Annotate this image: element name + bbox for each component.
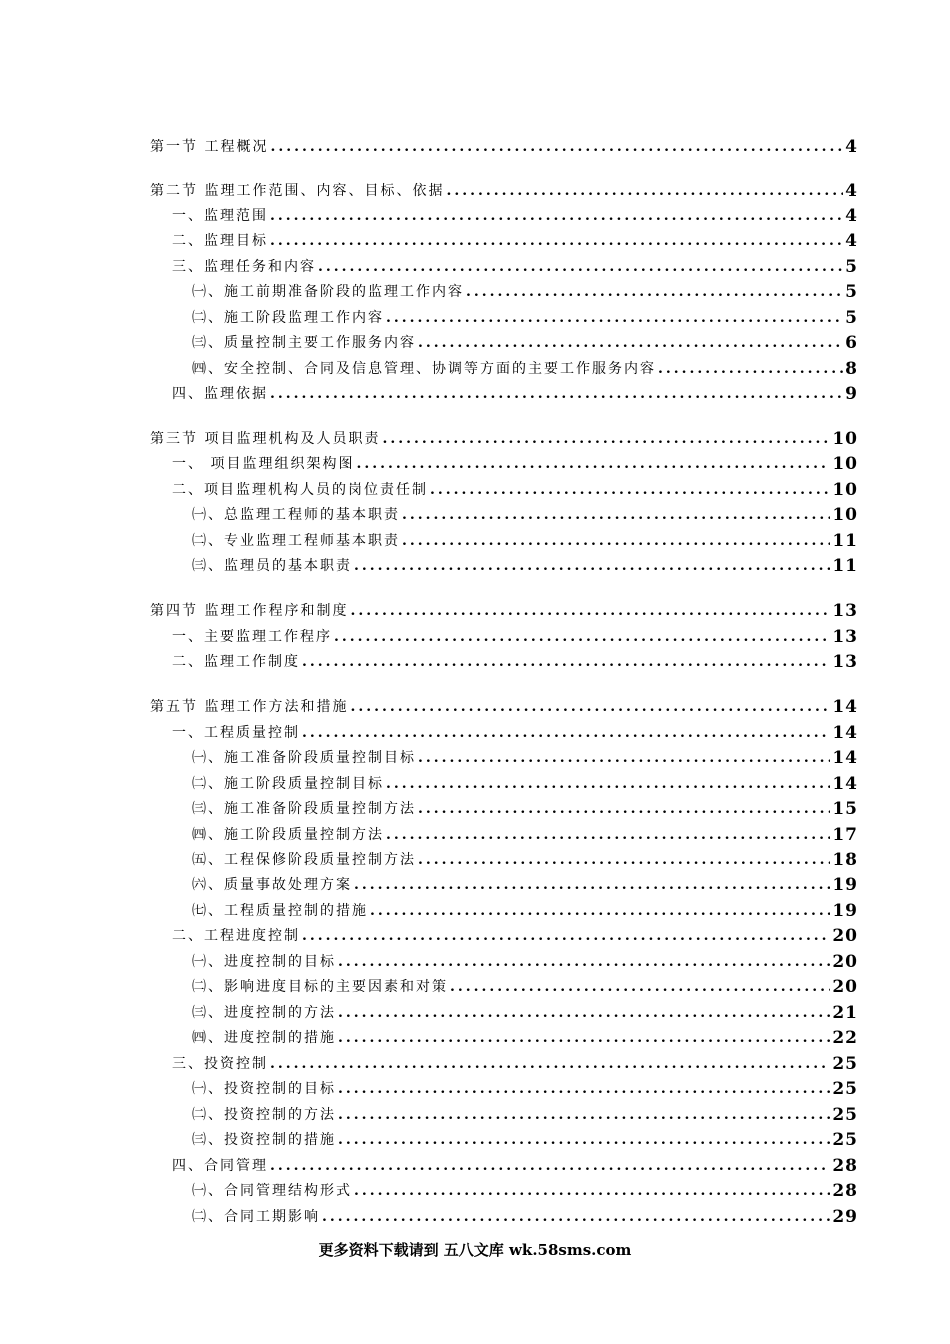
toc-leader	[354, 557, 830, 575]
toc-leader	[338, 953, 830, 971]
toc-entry[interactable]	[172, 449, 858, 473]
toc-title: ㈡、专业监理工程师基本职责	[192, 533, 400, 549]
toc-title: ㈡、影响进度目标的主要因素和对策	[192, 979, 448, 995]
toc-title: ㈠、施工准备阶段质量控制目标	[192, 750, 416, 766]
toc-title: 一、工程质量控制	[172, 725, 300, 741]
toc-page: 10	[832, 429, 858, 449]
toc-entry[interactable]	[172, 252, 858, 276]
toc-page: 10	[832, 480, 858, 500]
toc-title: 四、监理依据	[172, 386, 268, 402]
toc-page: 5	[845, 308, 858, 328]
toc-page: 14	[832, 697, 858, 717]
toc-leader	[338, 1080, 830, 1098]
toc-page: 10	[832, 505, 858, 525]
toc-title: ㈡、合同工期影响	[192, 1209, 320, 1225]
toc-title: 第四节 监理工作程序和制度	[150, 603, 349, 619]
toc-title: ㈤、工程保修阶段质量控制方法	[192, 852, 416, 868]
toc-page: 11	[832, 531, 858, 551]
toc-title: 二、工程进度控制	[172, 928, 300, 944]
toc-page: 25	[832, 1079, 858, 1099]
toc-page: 18	[832, 850, 858, 870]
toc-title: 第三节 项目监理机构及人员职责	[150, 431, 381, 447]
toc-entry[interactable]	[150, 692, 858, 716]
toc-leader	[418, 851, 830, 869]
toc-leader	[418, 800, 830, 818]
toc-entry[interactable]	[172, 622, 858, 646]
toc-page: 21	[832, 1003, 858, 1023]
toc-entry[interactable]	[192, 947, 858, 971]
toc-page: 20	[832, 926, 858, 946]
toc-title: ㈠、投资控制的目标	[192, 1081, 336, 1097]
toc-leader	[354, 1182, 830, 1200]
toc-leader	[450, 978, 830, 996]
toc-page: 25	[832, 1130, 858, 1150]
toc-title: 第五节 监理工作方法和措施	[150, 699, 349, 715]
toc-page: 13	[832, 627, 858, 647]
toc-title: ㈥、质量事故处理方案	[192, 877, 352, 893]
toc-leader	[354, 876, 830, 894]
toc-leader	[418, 749, 830, 767]
toc-title: ㈠、总监理工程师的基本职责	[192, 507, 400, 523]
toc-title: ㈢、投资控制的措施	[192, 1132, 336, 1148]
toc-page: 8	[845, 359, 858, 379]
toc-page: 5	[845, 257, 858, 277]
toc-page: 19	[832, 875, 858, 895]
footer-text: 更多资料下载请到 五八文库 wk.58sms.com	[318, 1241, 632, 1259]
toc-leader	[338, 1004, 830, 1022]
toc-title: 二、监理目标	[172, 233, 268, 249]
toc-entry[interactable]	[192, 303, 858, 327]
toc-title: ㈠、施工前期准备阶段的监理工作内容	[192, 284, 464, 300]
toc-page: 13	[832, 601, 858, 621]
toc-entry[interactable]	[150, 176, 858, 200]
toc-page: 4	[845, 181, 858, 201]
toc-title: 一、主要监理工作程序	[172, 629, 332, 645]
toc-entry[interactable]	[192, 769, 858, 793]
toc-leader	[270, 138, 843, 156]
toc-page: 17	[832, 825, 858, 845]
toc-page: 9	[845, 384, 858, 404]
toc-entry[interactable]	[192, 354, 858, 378]
toc-page: 4	[845, 137, 858, 157]
toc-entry[interactable]	[192, 1176, 858, 1200]
toc-leader	[386, 826, 830, 844]
toc-leader	[270, 232, 843, 250]
toc-entry[interactable]	[172, 475, 858, 499]
toc-leader	[446, 182, 843, 200]
toc-title: 第一节 工程概况	[150, 139, 269, 155]
toc-page: 20	[832, 952, 858, 972]
toc-entry[interactable]	[192, 820, 858, 844]
toc-entry[interactable]	[192, 500, 858, 524]
toc-page: 25	[832, 1054, 858, 1074]
toc-page: 5	[845, 282, 858, 302]
toc-title: ㈢、施工准备阶段质量控制方法	[192, 801, 416, 817]
toc-title: 二、项目监理机构人员的岗位责任制	[172, 482, 428, 498]
toc-title: ㈠、合同管理结构形式	[192, 1183, 352, 1199]
toc-page: 13	[832, 652, 858, 672]
toc-title: 一、 项目监理组织架构图	[172, 456, 355, 472]
toc-title: 三、投资控制	[172, 1056, 268, 1072]
toc-leader	[318, 258, 843, 276]
toc-entry[interactable]	[172, 1049, 858, 1073]
toc-entry[interactable]	[192, 1202, 858, 1226]
toc-page: 29	[832, 1207, 858, 1227]
toc-title: 四、合同管理	[172, 1158, 268, 1174]
toc-page: 28	[832, 1181, 858, 1201]
toc-leader	[386, 309, 843, 327]
toc-entry[interactable]	[150, 596, 858, 620]
toc-title: ㈦、工程质量控制的措施	[192, 903, 368, 919]
toc-leader	[658, 360, 843, 378]
toc-title: ㈢、进度控制的方法	[192, 1005, 336, 1021]
toc-leader	[430, 481, 830, 499]
toc-entry[interactable]	[192, 1023, 858, 1047]
toc-entry[interactable]	[192, 1125, 858, 1149]
toc-leader	[402, 506, 830, 524]
toc-leader	[370, 902, 830, 920]
toc-leader	[356, 455, 830, 473]
toc-entry[interactable]	[192, 1074, 858, 1098]
toc-title: ㈣、进度控制的措施	[192, 1030, 336, 1046]
toc-entry[interactable]	[192, 998, 858, 1022]
toc-entry[interactable]	[172, 1151, 858, 1175]
toc-entry[interactable]	[192, 277, 858, 301]
toc-page: 20	[832, 977, 858, 997]
toc-leader	[466, 283, 843, 301]
toc-leader	[302, 653, 830, 671]
toc-title: 第二节 监理工作范围、内容、目标、依据	[150, 183, 445, 199]
toc-page: 14	[832, 774, 858, 794]
toc-entry[interactable]	[192, 794, 858, 818]
toc-page: 19	[832, 901, 858, 921]
toc-page: 14	[832, 748, 858, 768]
toc-leader	[270, 1055, 830, 1073]
toc-title: ㈠、进度控制的目标	[192, 954, 336, 970]
toc-leader	[382, 430, 830, 448]
toc-title: ㈣、施工阶段质量控制方法	[192, 827, 384, 843]
toc-entry[interactable]	[192, 1100, 858, 1124]
toc-leader	[402, 532, 830, 550]
toc-leader	[334, 628, 830, 646]
toc-page: 25	[832, 1105, 858, 1125]
toc-leader	[350, 602, 830, 620]
toc-leader	[270, 385, 843, 403]
toc-leader	[386, 775, 830, 793]
toc-entry[interactable]	[192, 526, 858, 550]
toc-entry[interactable]	[192, 896, 858, 920]
toc-page: 10	[832, 454, 858, 474]
toc-leader	[322, 1208, 830, 1226]
toc-title: ㈣、安全控制、合同及信息管理、协调等方面的主要工作服务内容	[192, 361, 656, 377]
toc-title: ㈢、监理员的基本职责	[192, 558, 352, 574]
toc-page: 15	[832, 799, 858, 819]
toc-page: 14	[832, 723, 858, 743]
toc-page: 28	[832, 1156, 858, 1176]
toc-title: ㈡、施工阶段质量控制目标	[192, 776, 384, 792]
toc-leader	[270, 1157, 830, 1175]
toc-title: ㈡、施工阶段监理工作内容	[192, 310, 384, 326]
toc-title: 三、监理任务和内容	[172, 259, 316, 275]
toc-leader	[418, 334, 843, 352]
toc-entry[interactable]	[192, 972, 858, 996]
toc-leader	[302, 927, 830, 945]
toc-entry[interactable]	[192, 870, 858, 894]
toc-page: 4	[845, 206, 858, 226]
toc-page: 11	[832, 556, 858, 576]
toc-entry[interactable]	[172, 379, 858, 403]
toc-page: 22	[832, 1028, 858, 1048]
toc-entry[interactable]	[172, 226, 858, 250]
toc-page: 6	[845, 333, 858, 353]
toc-page: 4	[845, 231, 858, 251]
toc-entry[interactable]	[172, 718, 858, 742]
toc-entry[interactable]	[172, 647, 858, 671]
toc-title: 二、监理工作制度	[172, 654, 300, 670]
toc-leader	[270, 207, 843, 225]
toc-entry[interactable]	[150, 132, 858, 156]
toc-entry[interactable]	[172, 921, 858, 945]
toc-entry[interactable]	[172, 201, 858, 225]
toc-entry[interactable]	[150, 424, 858, 448]
toc-title: 一、监理范围	[172, 208, 268, 224]
toc-leader	[338, 1029, 830, 1047]
toc-entry[interactable]	[192, 845, 858, 869]
toc-leader	[338, 1131, 830, 1149]
toc-leader	[338, 1106, 830, 1124]
toc-title: ㈡、投资控制的方法	[192, 1107, 336, 1123]
toc-entry[interactable]	[192, 743, 858, 767]
toc-entry[interactable]	[192, 328, 858, 352]
toc-leader	[350, 698, 830, 716]
toc-leader	[302, 724, 830, 742]
toc-title: ㈢、质量控制主要工作服务内容	[192, 335, 416, 351]
toc-entry[interactable]	[192, 551, 858, 575]
